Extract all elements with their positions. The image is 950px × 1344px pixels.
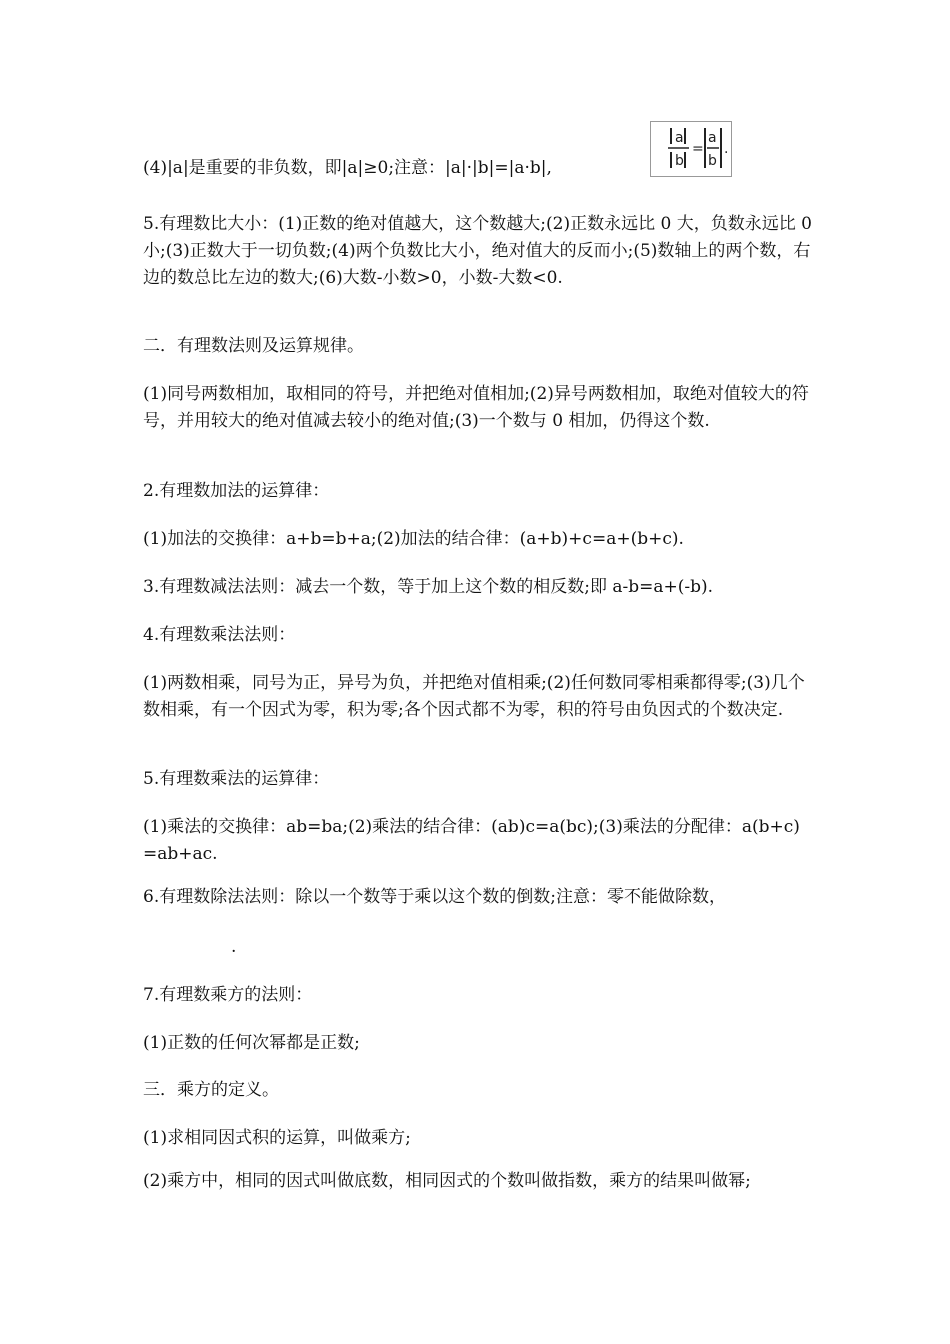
formula-image-abs-quotient [650,121,732,177]
paragraph-addition-laws-title: 2.有理数加法的运算律： [143,481,330,501]
formula-num-right: a [708,130,717,146]
paragraph-multiplication-rules: (1)两数相乘，同号为正，异号为负，并把绝对值相乘;(2)任何数同零相乘都得零;(3)几个数相乘，有一个因式为零，积为零;各个因式都不为零，积的符号由负因式的个数决定. [143,673,805,720]
formula-den-left: b [675,153,684,169]
paragraph-division-rule: 6.有理数除法法则：除以一个数等于乘以这个数的倒数;注意：零不能做除数， [143,887,726,907]
paragraph-base-exponent: (2)乘方中，相同的因式叫做底数，相同因式的个数叫做指数，乘方的结果叫做幂; [143,1171,751,1191]
paragraph-subtraction-rule: 3.有理数减法法则：减去一个数，等于加上这个数的相反数;即 a-b=a+(-b). [143,577,714,597]
formula-equals: = [692,141,704,157]
section-heading-2: 二．有理数法则及运算规律。 [143,336,364,356]
section-heading-3: 三．乘方的定义。 [143,1080,279,1100]
paragraph-addition-rules: (1)同号两数相加，取相同的符号，并把绝对值相加;(2)异号两数相加，取绝对值较大的符号，并用较大的绝对值减去较小的绝对值;(3)一个数与 0 相加，仍得这个数. [143,384,809,431]
paragraph-power-definition: (1)求相同因式积的运算，叫做乘方; [143,1128,411,1148]
paragraph-abs-nonnegative: (4)|a|是重要的非负数，即|a|≥0;注意：|a|·|b|=|a·b|, [143,158,552,178]
formula-den-right: b [708,153,717,169]
trailing-period: . [231,937,237,957]
paragraph-addition-laws: (1)加法的交换律：a+b=b+a;(2)加法的结合律：(a+b)+c=a+(b+c). [143,529,684,549]
paragraph-power-positive: (1)正数的任何次幂都是正数; [143,1033,360,1053]
paragraph-multiplication-title: 4.有理数乘法法则： [143,625,296,645]
formula-num-left: a [675,130,684,146]
paragraph-multiplication-laws: (1)乘法的交换律：ab=ba;(2)乘法的结合律：(ab)c=a(bc);(3)乘法的分配律：a(b+c)=ab+ac. [143,817,800,864]
paragraph-power-rules-title: 7.有理数乘方的法则： [143,985,313,1005]
paragraph-multiplication-laws-title: 5.有理数乘法的运算律： [143,769,330,789]
formula-trail: . [724,141,729,157]
paragraph-compare-rationals: 5.有理数比大小：(1)正数的绝对值越大，这个数越大;(2)正数永远比 0 大，负数永远比 0 小;(3)正数大于一切负数;(4)两个负数比大小，绝对值大的反而小;(5)数轴上的两个数，右边的数总比左边的数大;(6)大数-小数>0，小数-大数<0. [143,214,812,288]
